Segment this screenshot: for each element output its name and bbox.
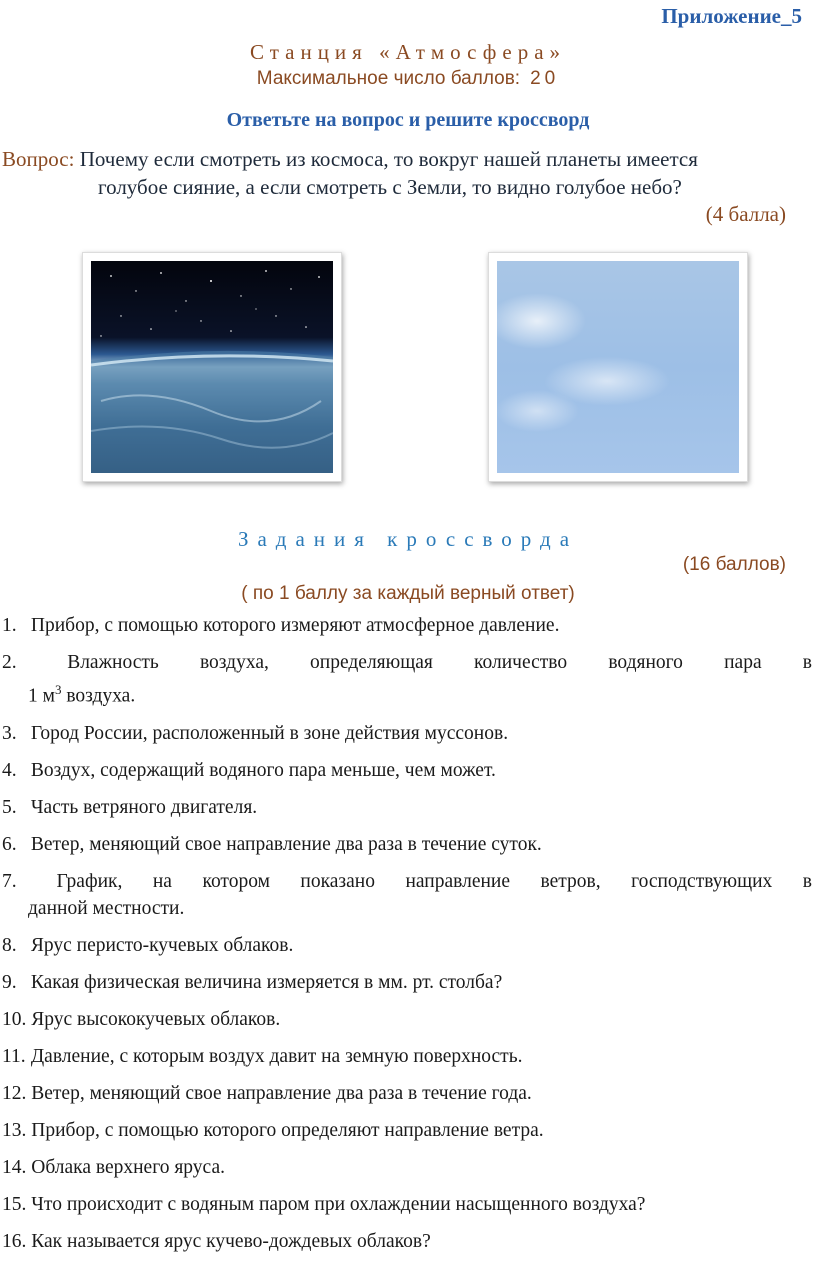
task-number: 9.: [2, 971, 17, 993]
task-number: 11.: [2, 1045, 26, 1067]
task-number: 10.: [2, 1008, 27, 1030]
task-text: График, на котором показано направление ветров, господствующих в: [56, 870, 812, 892]
task-item: [0, 1006, 816, 1033]
max-score-label: Максимальное число баллов:: [256, 68, 521, 89]
task-text: Облака верхнего яруса.: [31, 1156, 225, 1178]
question-text-line1: Почему если смотреть из космоса, то вокруг нашей планеты имеется: [79, 147, 698, 171]
task-text: Как называется ярус кучево-дождевых облаков?: [31, 1230, 431, 1252]
task-item: [0, 1117, 816, 1144]
task-text: Прибор, с помощью которого определяют направление ветра.: [31, 1119, 544, 1141]
task-item: [0, 720, 816, 747]
station-title: Станция «Атмосфера»: [249, 40, 567, 64]
task-item: [0, 969, 816, 996]
blue-sky-photo: [488, 252, 748, 482]
task-number: 8.: [2, 934, 17, 956]
instruction-heading: Ответьте на вопрос и решите кроссворд: [226, 109, 590, 131]
task-number: 15.: [2, 1193, 27, 1215]
task-item: [0, 1154, 816, 1181]
task-text: Ветер, меняющий свое направление два раза в течение года.: [31, 1082, 532, 1104]
task-number: 7.: [2, 870, 17, 892]
task-number: 14.: [2, 1156, 27, 1178]
sky-image: [497, 261, 739, 473]
task-item: [0, 868, 816, 922]
task-item: [0, 831, 816, 858]
crossword-points: (16 баллов): [682, 554, 786, 575]
task-text: Ярус перисто-кучевых облаков.: [30, 934, 294, 956]
task-item: [0, 1191, 816, 1218]
question-points: (4 балла): [705, 202, 786, 226]
max-score-value: 20: [530, 68, 560, 89]
task-text: Ярус высококучевых облаков.: [31, 1008, 281, 1030]
task-text: Прибор, с помощью которого измеряют атмосферное давление.: [30, 615, 560, 636]
task-number: 13.: [2, 1119, 27, 1141]
task-text: Какая физическая величина измеряется в мм. рт. столба?: [30, 971, 503, 993]
task-item: [0, 1228, 816, 1255]
task-number: 6.: [2, 833, 17, 855]
task-number: 2.: [2, 652, 17, 673]
crossword-note: ( по 1 баллу за каждый верный ответ): [241, 583, 575, 604]
space-image: [91, 261, 333, 473]
max-score-line: [0, 68, 816, 90]
task-number: 5.: [2, 796, 17, 818]
task-item: [0, 612, 816, 639]
task-number: 12.: [2, 1082, 27, 1104]
task-item: [0, 794, 816, 821]
question-label: Вопрос:: [2, 147, 75, 171]
question-block: [2, 145, 812, 201]
crossword-task-list: [0, 612, 816, 1265]
task-text: Давление, с которым воздух давит на земную поверхность.: [30, 1045, 523, 1067]
task-number: 4.: [2, 759, 17, 781]
task-item: [0, 932, 816, 959]
task-text: Что происходит с водяным паром при охлаждении насыщенного воздуха?: [31, 1193, 646, 1215]
earth-from-space-photo: [82, 252, 342, 482]
task-item: [0, 757, 816, 784]
task-number: 3.: [2, 722, 17, 744]
task-text-continued: 1 $м^3$ воздуха.: [28, 682, 136, 707]
task-number: 1.: [2, 615, 17, 636]
task-text: Город России, расположенный в зоне действия муссонов.: [30, 722, 509, 744]
task-number: 16.: [2, 1230, 27, 1252]
crossword-title: Задания кроссворда: [237, 527, 579, 551]
task-text: Ветер, меняющий свое направление два раза в течение суток.: [30, 833, 542, 855]
task-text: Влажность воздуха, определяющая количество водяного пара в: [67, 652, 812, 673]
task-item: [0, 649, 816, 710]
task-text: Часть ветряного двигателя.: [30, 796, 258, 818]
task-item: [0, 1080, 816, 1107]
question-text-line2: голубое сияние, а если смотреть с Земли, то видно голубое небо?: [98, 175, 682, 199]
task-text: Воздух, содержащий водяного пара меньше, чем может.: [30, 759, 496, 781]
task-text-continued: данной местности.: [28, 897, 185, 919]
task-item: [0, 1043, 816, 1070]
appendix-label: Приложение_5: [661, 4, 802, 28]
